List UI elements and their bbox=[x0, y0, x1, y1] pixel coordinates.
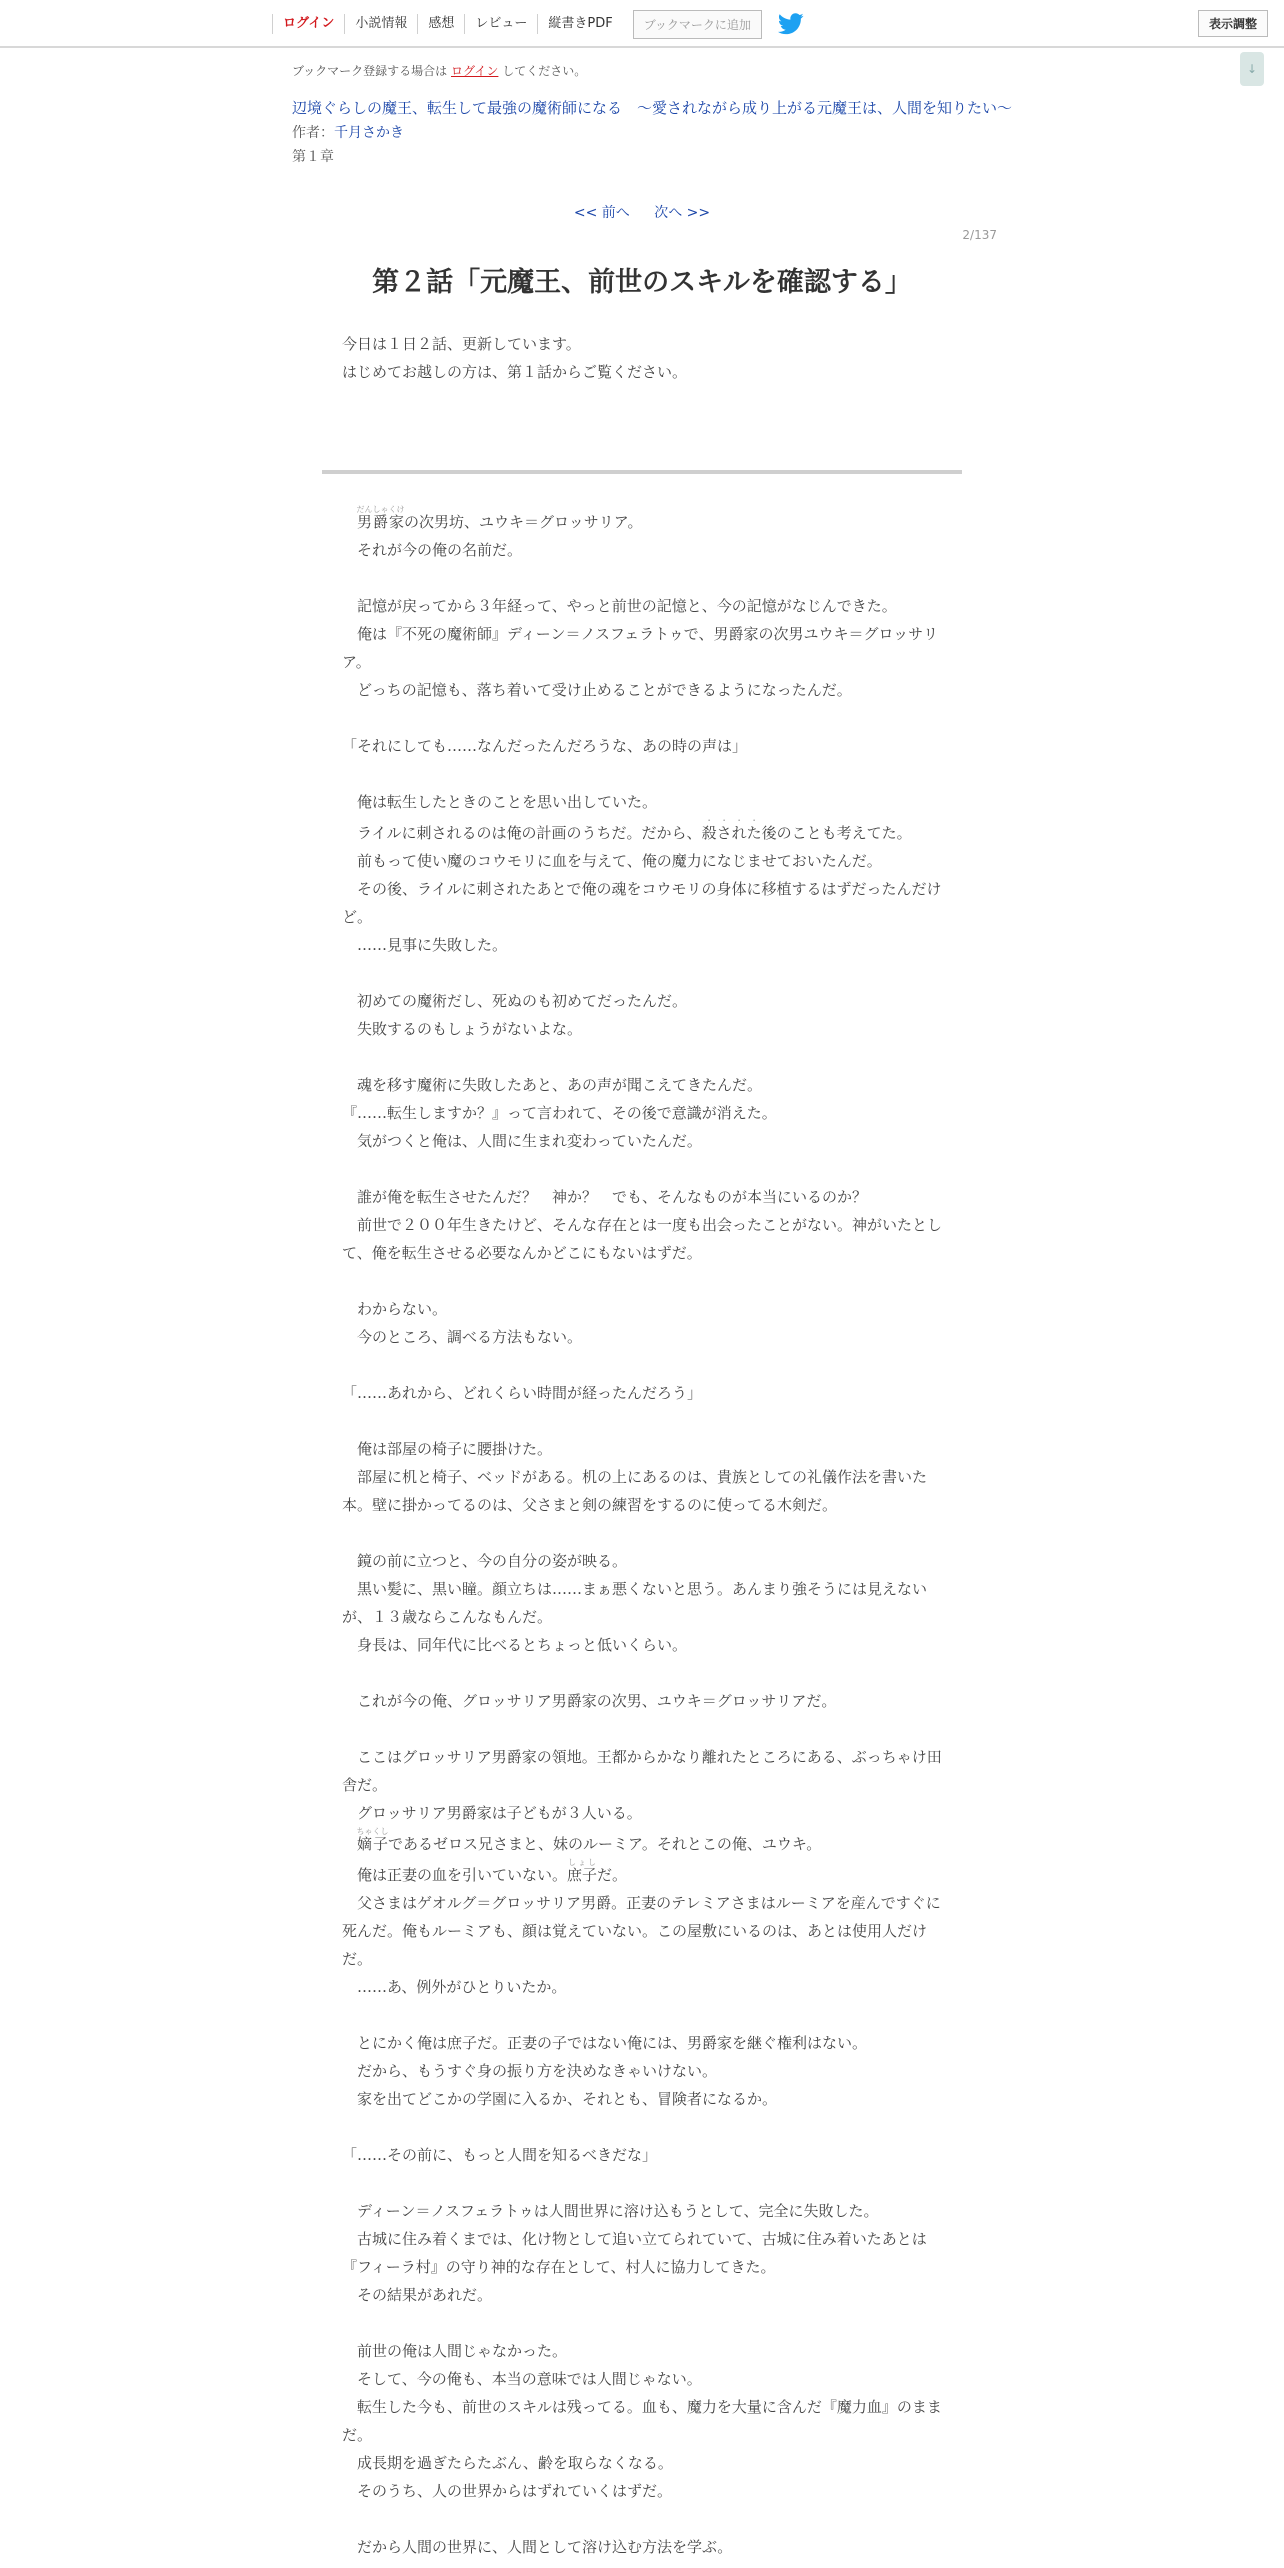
author-label: 作者： bbox=[292, 125, 334, 141]
notice-text-before: ブックマーク登録する場合は bbox=[292, 64, 448, 78]
blank-line bbox=[342, 1267, 942, 1295]
body-line: 黒い髪に、黒い瞳。顔立ちは……まぁ悪くないと思う。あんまり強そうには見えないが、１３歳ならこんなもんだ。 bbox=[342, 1580, 928, 1626]
bookmark-notice bbox=[292, 62, 586, 79]
blank-line bbox=[342, 1043, 942, 1071]
body-line: そのうち、人の世界からはずれていくはずだ。 bbox=[342, 2482, 673, 2500]
pager bbox=[0, 202, 1284, 222]
novel-title-link[interactable]: 辺境ぐらしの魔王、転生して最強の魔術師になる 〜愛されながら成り上がる元魔王は、人間を知りたい〜 bbox=[292, 99, 1013, 117]
review-link[interactable]: レビュー bbox=[464, 14, 537, 34]
body-line: 身長は、同年代に比べるとちょっと低いくらい。 bbox=[342, 1636, 688, 1654]
body-line: どっちの記憶も、落ち着いて受け止めることができるようになったんだ。 bbox=[342, 681, 852, 699]
body-line: 俺は『不死の魔術師』ディーン＝ノスフェラトゥで、男爵家の次男ユウキ＝グロッサリア。 bbox=[342, 625, 939, 671]
body-line: とにかく俺は庶子だ。正妻の子ではない俺には、男爵家を継ぐ権利はない。 bbox=[342, 2034, 868, 2052]
arrow-down-icon: ↓ bbox=[1246, 62, 1258, 76]
body-line: グロッサリア男爵家は子どもが３人いる。 bbox=[342, 1804, 642, 1822]
body-line: だから人間の世界に、人間として溶け込む方法を学ぶ。 bbox=[342, 2538, 733, 2556]
impressions-link[interactable]: 感想 bbox=[417, 14, 464, 34]
body-line: 転生した今も、前世のスキルは残ってる。血も、魔力を大量に含んだ『魔力血』のままだ。 bbox=[342, 2398, 942, 2444]
blank-line bbox=[342, 564, 942, 592]
body-line: 「……あれから、どれくらい時間が経ったんだろう」 bbox=[342, 1384, 703, 1402]
body-line: 嫡子ちゃくしであるゼロス兄さまと、妹のルーミア。それとこの俺、ユウキ。 bbox=[356, 1827, 822, 1853]
body-line: 「……その前に、もっと人間を知るべきだな」 bbox=[342, 2146, 658, 2164]
blank-line bbox=[342, 1715, 942, 1743]
twitter-bird-icon[interactable] bbox=[778, 13, 804, 35]
ruby-term: 男爵家だんしゃくけ bbox=[356, 505, 405, 531]
body-line: 記憶が戻ってから３年経って、やっと前世の記憶と、今の記憶がなじんできた。 bbox=[342, 597, 897, 615]
blank-line bbox=[342, 2113, 942, 2141]
body-line: ……あ、例外がひとりいたか。 bbox=[342, 1978, 567, 1996]
ruby-term: 殺された・・・・ bbox=[701, 816, 762, 842]
body-line: 家を出てどこかの学園に入るか、それとも、冒険者になるか。 bbox=[342, 2090, 778, 2108]
vertical-pdf-link[interactable]: 縦書きPDF bbox=[537, 14, 622, 34]
next-link[interactable]: 次へ >> bbox=[654, 205, 711, 221]
body-line: 部屋に机と椅子、ベッドがある。机の上にあるのは、貴族としての礼儀作法を書いた本。壁に掛かってるのは、父さまと剣の練習をするのに使ってる木剣だ。 bbox=[342, 1468, 928, 1514]
chapter-title: 第１章 bbox=[292, 149, 334, 165]
body-line: 成長期を過ぎたらたぶん、齢を取らなくなる。 bbox=[342, 2454, 673, 2472]
body-line: 鏡の前に立つと、今の自分の姿が映る。 bbox=[342, 1552, 628, 1570]
author-link[interactable]: 千月さかき bbox=[334, 125, 404, 141]
body-line: その結果があれだ。 bbox=[342, 2286, 493, 2304]
blank-line bbox=[342, 1407, 942, 1435]
blank-line bbox=[342, 1519, 942, 1547]
header-nav bbox=[272, 8, 804, 40]
body-line: 気がつくと俺は、人間に生まれ変わっていたんだ。 bbox=[342, 1132, 702, 1150]
blank-line bbox=[342, 2505, 942, 2533]
blank-line bbox=[342, 2001, 942, 2029]
body-line: 古城に住み着くまでは、化け物として追い立てられていて、古城に住み着いたあとは『フィーラ村』の守り神的な存在として、村人に協力してきた。 bbox=[342, 2230, 927, 2276]
ruby-term: 嫡子ちゃくし bbox=[356, 1827, 389, 1853]
body-line: 前もって使い魔のコウモリに血を与えて、俺の魔力になじませておいたんだ。 bbox=[342, 852, 882, 870]
blank-line bbox=[342, 959, 942, 987]
top-bar bbox=[0, 0, 1284, 48]
blank-line bbox=[342, 1351, 942, 1379]
body-line: 男爵家だんしゃくけの次男坊、ユウキ＝グロッサリア。 bbox=[356, 505, 643, 531]
body-line: 俺は転生したときのことを思い出していた。 bbox=[342, 793, 658, 811]
page-count: 2/137 bbox=[962, 228, 997, 242]
author-line bbox=[292, 122, 404, 142]
preface-line: 今日は１日２話、更新しています。 bbox=[342, 335, 581, 353]
body-line: それが今の俺の名前だ。 bbox=[342, 541, 523, 559]
body-line: その後、ライルに刺されたあとで俺の魂をコウモリの身体に移植するはずだったんだけど。 bbox=[342, 880, 942, 926]
body-line: 前世の俺は人間じゃなかった。 bbox=[342, 2342, 568, 2360]
blank-line bbox=[342, 1155, 942, 1183]
episode-preface bbox=[342, 330, 687, 386]
body-line: そして、今の俺も、本当の意味では人間じゃない。 bbox=[342, 2370, 702, 2388]
body-line: 父さまはゲオルグ＝グロッサリア男爵。正妻のテレミアさまはルーミアを産んですぐに死んだ。俺もルーミアも、顔は覚えていない。この屋敷にいるのは、あとは使用人だけだ。 bbox=[342, 1894, 941, 1968]
login-link[interactable]: ログイン bbox=[272, 14, 344, 34]
body-line: 今のところ、調べる方法もない。 bbox=[342, 1328, 583, 1346]
blank-line bbox=[342, 2169, 942, 2197]
notice-text-after: してください。 bbox=[502, 64, 587, 78]
episode-title: 第２話「元魔王、前世のスキルを確認する」 bbox=[372, 267, 912, 298]
scroll-down-button[interactable] bbox=[1240, 52, 1264, 86]
bookmark-add-button[interactable]: ブックマークに追加 bbox=[633, 10, 762, 39]
preface-line: はじめてお越しの方は、第１話からご覧ください。 bbox=[342, 363, 688, 381]
blank-line bbox=[342, 760, 942, 788]
body-line: これが今の俺、グロッサリア男爵家の次男、ユウキ＝グロッサリアだ。 bbox=[342, 1692, 837, 1710]
display-settings-button[interactable]: 表示調整 bbox=[1198, 10, 1268, 37]
blank-line bbox=[342, 2309, 942, 2337]
body-line: ディーン＝ノスフェラトゥは人間世界に溶け込もうとして、完全に失敗した。 bbox=[342, 2202, 879, 2220]
body-line: 「それにしても……なんだったんだろうな、あの時の声は」 bbox=[342, 737, 748, 755]
body-line: 『……転生しますか？』って言われて、その後で意識が消えた。 bbox=[342, 1104, 777, 1122]
body-line: 魂を移す魔術に失敗したあと、あの声が聞こえてきたんだ。 bbox=[342, 1076, 763, 1094]
body-line: 誰が俺を転生させたんだ？ 神か？ でも、そんなものが本当にいるのか？ bbox=[342, 1188, 868, 1206]
body-line: ライルに刺されるのは俺の計画のうちだ。だから、殺された・・・・後のことも考えてた。 bbox=[342, 816, 912, 842]
body-line: 初めての魔術だし、死ぬのも初めてだったんだ。 bbox=[342, 992, 688, 1010]
novel-body bbox=[342, 505, 942, 2561]
notice-login-link[interactable]: ログイン bbox=[451, 64, 499, 78]
ruby-term: 庶子しょし bbox=[567, 1858, 598, 1884]
blank-line bbox=[342, 1659, 942, 1687]
novel-info-link[interactable]: 小説情報 bbox=[344, 14, 417, 34]
body-line: だから、もうすぐ身の振り方を決めなきゃいけない。 bbox=[342, 2062, 718, 2080]
body-line: 前世で２００年生きたけど、そんな存在とは一度も出会ったことがない。神がいたとして、俺を転生させる必要なんかどこにもないはずだ。 bbox=[342, 1216, 943, 1262]
body-line: ここはグロッサリア男爵家の領地。王都からかなり離れたところにある、ぶっちゃけ田舎だ。 bbox=[342, 1748, 942, 1794]
body-line: 俺は部屋の椅子に腰掛けた。 bbox=[342, 1440, 553, 1458]
body-line: 失敗するのもしょうがないよな。 bbox=[342, 1020, 583, 1038]
body-line: わからない。 bbox=[342, 1300, 448, 1318]
prev-link[interactable]: << 前へ bbox=[573, 205, 630, 221]
body-line: ……見事に失敗した。 bbox=[342, 936, 508, 954]
blank-line bbox=[342, 704, 942, 732]
body-line: 俺は正妻の血を引いていない。庶子しょしだ。 bbox=[342, 1858, 628, 1884]
preface-divider bbox=[322, 470, 962, 474]
